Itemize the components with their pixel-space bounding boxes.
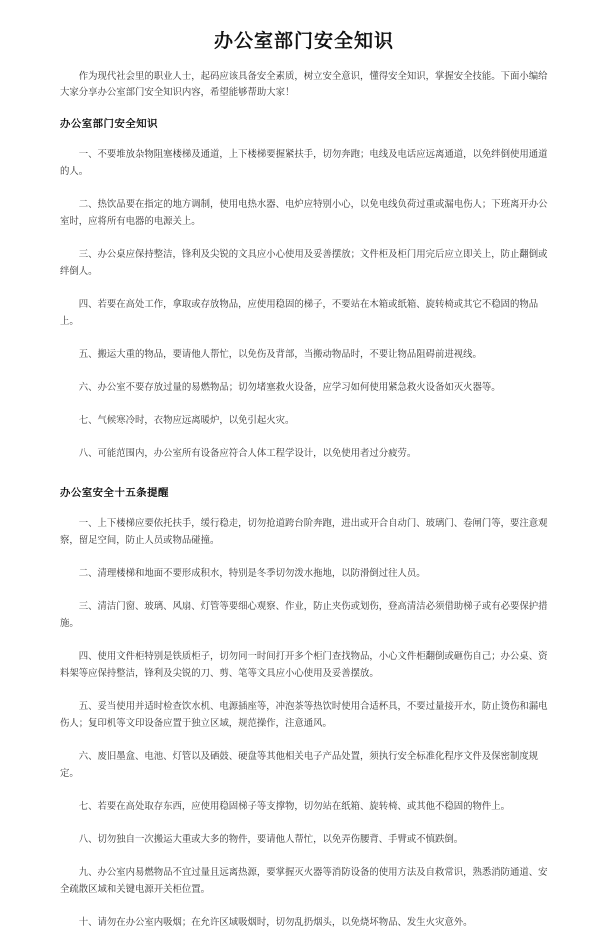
section1-item: 四、若要在高处工作，拿取或存放物品，应使用稳固的梯子，不要站在木箱或纸箱、旋转椅或其它不稳固的物品上。 — [60, 299, 539, 327]
section2-item: 五、妥当使用并适时检查饮水机、电源插座等，冲泡茶等热饮时使用合适杯具，不要过量接开水，防止烫伤和漏电伤人；复印机等文印设备应置于独立区域，规范操作，注意通风。 — [60, 701, 548, 729]
page-title: 办公室部门安全知识 — [213, 30, 394, 52]
section1-item: 六、办公室不要存放过量的易燃物品；切勿堵塞救火设备，应学习如何使用紧急救火设备如灭火器等。 — [78, 382, 501, 393]
section2-item: 七、若要在高处取存东西，应使用稳固梯子等支撑物，切勿站在纸箱、旋转椅、或其他不稳固的物件上。 — [78, 801, 511, 812]
section1-item: 三、办公桌应保持整洁，锋利及尖锐的文具应小心使用及妥善摆放；文件柜及柜门用完后应立即关上，防止翻倒或绊倒人。 — [60, 249, 548, 277]
intro-paragraph: 作为现代社会里的职业人士，起码应该具备安全素质，树立安全意识，懂得安全知识，掌握安全技能。下面小编给大家分享办公室部门安全知识内容，希望能够帮助大家！ — [60, 71, 548, 98]
section1-item: 七、气候寒冷时，衣物应远离暖炉，以免引起火灾。 — [78, 415, 295, 426]
section2-item: 二、清理楼梯和地面不要形成积水，特别是冬季切勿泼水拖地，以防滑倒过往人员。 — [78, 568, 426, 579]
section2-item: 六、废旧墨盒、电池、灯管以及硒鼓、硬盘等其他相关电子产品处置，须执行安全标准化程序文件及保密制度规定。 — [60, 751, 539, 779]
section1-item: 五、搬运大重的物品，要请他人帮忙，以免伤及背部，当搬动物品时，不要让物品阻碍前进视线。 — [78, 349, 482, 360]
section1-item: 八、可能范围内，办公室所有设备应符合人体工程学设计，以免使用者过分疲劳。 — [78, 448, 417, 459]
section2-item: 九、办公室内易燃物品不宜过量且远离热源，要掌握灭火器等消防设备的使用方法及自救常识，熟悉消防通道、安全疏散区域和关键电源开关柜位置。 — [60, 867, 548, 895]
section1-item: 二、热饮品要在指定的地方调制，使用电热水器、电炉应特别小心，以免电线负荷过重或漏电伤人；下班离开办公室时，应将所有电器的电源关上。 — [60, 199, 548, 227]
section1-item: 一、不要堆放杂物阻塞楼梯及通道，上下楼梯要握紧扶手，切勿奔跑；电线及电话应远离通道，以免绊倒使用通道的人。 — [60, 149, 548, 177]
section-heading-office-safety: 办公室部门安全知识 — [60, 118, 159, 130]
section2-item: 三、清洁门窗、玻璃、风扇、灯管等要细心观察、作业，防止夹伤或划伤，登高清洁必须借助梯子或有必要保护措施。 — [60, 601, 548, 629]
section2-item: 一、上下楼梯应要依托扶手，缓行稳走，切勿抢道跨台阶奔跑，进出或开合自动门、玻璃门、卷闸门等，要注意观察，留足空间，防止人员或物品碰撞。 — [60, 518, 548, 546]
section-heading-fifteen-reminders: 办公室安全十五条提醒 — [60, 487, 169, 499]
section2-item: 四、使用文件柜特别是铁质柜子，切勿同一时间打开多个柜门查找物品，小心文件柜翻倒或砸伤自己；办公桌、资料架等应保持整洁，锋利及尖锐的刀、剪、笔等文具应小心使用及妥善摆放。 — [60, 651, 548, 679]
section2-item: 十、请勿在办公室内吸烟；在允许区域吸烟时，切勿乱扔烟头，以免烧坏物品、发生火灾意外。 — [78, 917, 473, 928]
section2-item: 八、切勿独自一次搬运大重或大多的物件，要请他人帮忙，以免弄伤腰背、手臂或不慎跌倒。 — [78, 834, 464, 845]
